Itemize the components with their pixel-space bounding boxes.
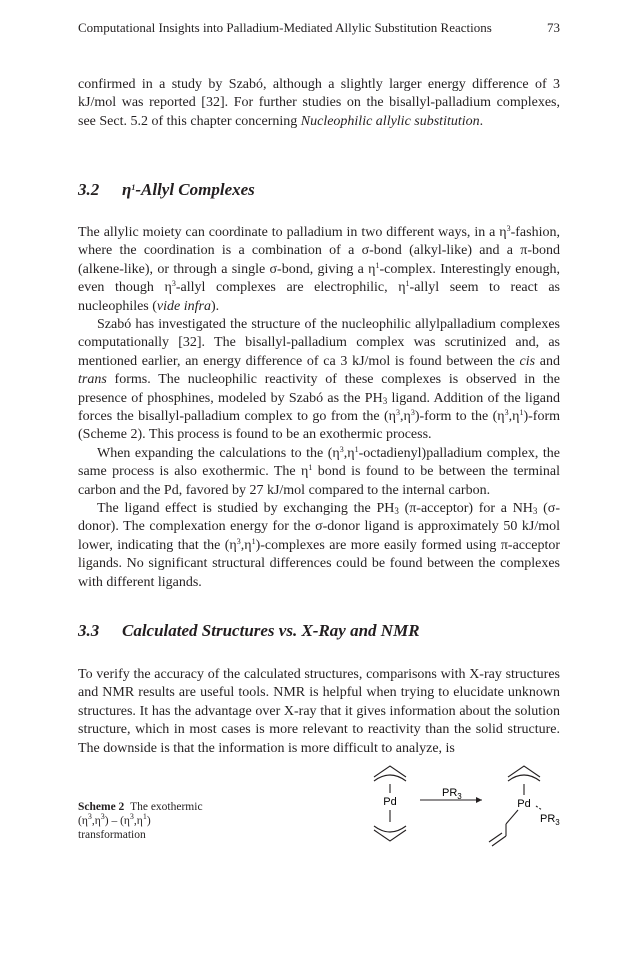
paragraph-szabo: Szabó has investigated the structure of the nucleophilic allylpalladium complexes computationally [32]. The bisallyl-palladium complex was scrutinized and, as mentioned earlier, an energy difference of ca 3 kJ/mol is found between the cis and trans forms. The nucleophilic reactivity of these complexes is observed in the presence of phosphines, modeled by Szabó as the $PH_3$ ligand. Addition of the ligand forces the bisallyl-palladium complex to go from the $(\eta^3,\eta^3)$-form to the $(\eta^3,\eta^1)$-form (Scheme 2). This process is found to be an exothermic process. xyxy=(78,317,561,443)
page-number: 73 xyxy=(547,20,560,35)
bottom-allyl-arc xyxy=(374,826,406,832)
eta3-eta1-complex xyxy=(489,766,542,846)
paragraph-octadienyl: When expanding the calculations to the $(\eta^3,\eta^1-octadienyl)palladium$ complex, the same process is also exothermic. The $\eta^1$ bond is found to be between the terminal carbon and the Pd, favored by 27 kJ/mol compared to the internal carbon. xyxy=(78,445,561,498)
pd-right-label: Pd xyxy=(517,798,531,810)
reaction-arrowhead xyxy=(476,797,482,803)
pd-p-bond xyxy=(536,806,542,810)
section-heading-3-3: 3.3 Calculated Structures vs. X-Ray and NMR xyxy=(78,621,420,640)
top-allyl-arc xyxy=(374,775,406,781)
scheme-label: Scheme 2 xyxy=(78,801,125,813)
running-title: Computational Insights into Palladium-Mediated Allylic Substitution Reactions xyxy=(78,20,492,35)
intro-emphasis: Nucleophilic allylic substitution xyxy=(300,113,480,129)
eta3-allyl-arc xyxy=(508,775,540,781)
eta1-sigma-bond xyxy=(506,810,518,824)
paragraph-eta-coordination: The allylic moiety can coordinate to palladium in two different ways, in a $\eta^3$-fashion, where the coordination is a combination of a σ-bond (alkyl-like) and a π-bond (alkene-like), or through a single σ-bond, giving a $\eta^1$-complex. Interestingly enough, even though $\eta^3$-allyl complexes are electrophilic, $\eta^1$-allyl seem to react as nucleophiles (vide infra). xyxy=(78,224,561,314)
eta1-double-bond-a xyxy=(492,836,506,846)
scheme-2-diagram xyxy=(360,762,580,858)
reagent-label: $PR_3$ xyxy=(442,787,462,801)
running-header xyxy=(78,20,560,36)
scheme-caption: Scheme 2 The exothermic $(\eta^3,\eta^3) - (\eta^3,\eta^1)$ transformation xyxy=(78,801,203,841)
ligand-label: $PR_3$ xyxy=(540,813,560,827)
section-heading-3-2: 3.2 $\eta^1$-Allyl Complexes xyxy=(78,180,255,199)
intro-paragraph: confirmed in a study by Szabó, although a slightly larger energy difference of 3 kJ/mol was reported [32]. For further studies on the bisallyl-palladium complexes, see Sect. 5.2 of this chapter concerning Nucleophilic allylic substitution. xyxy=(78,77,560,129)
paragraph-ligand-effect: The ligand effect is studied by exchanging the $PH_3$ (π-acceptor) for a $NH_3$ (σ-donor). The complexation energy for the σ-donor ligand is approximately 50 kJ/mol lower, indicating that the $(\eta^3,\eta^1)$-complexes are more easily formed using π-acceptor ligands. No significant structural differences could be found between the complexes with different ligands. xyxy=(78,501,561,590)
pd-left-label: Pd xyxy=(383,796,397,808)
paragraph-xray-nmr: To verify the accuracy of the calculated structures, comparisons with X-ray structures and NMR results are useful tools. NMR is helpful when trying to elucidate unknown structures. It has the advantage over X-ray that it gives information about the solution structure, which in most cases is more relevant to reactivity than the solid structure. The downside is that the information is more difficult to analyze, is xyxy=(78,667,560,756)
